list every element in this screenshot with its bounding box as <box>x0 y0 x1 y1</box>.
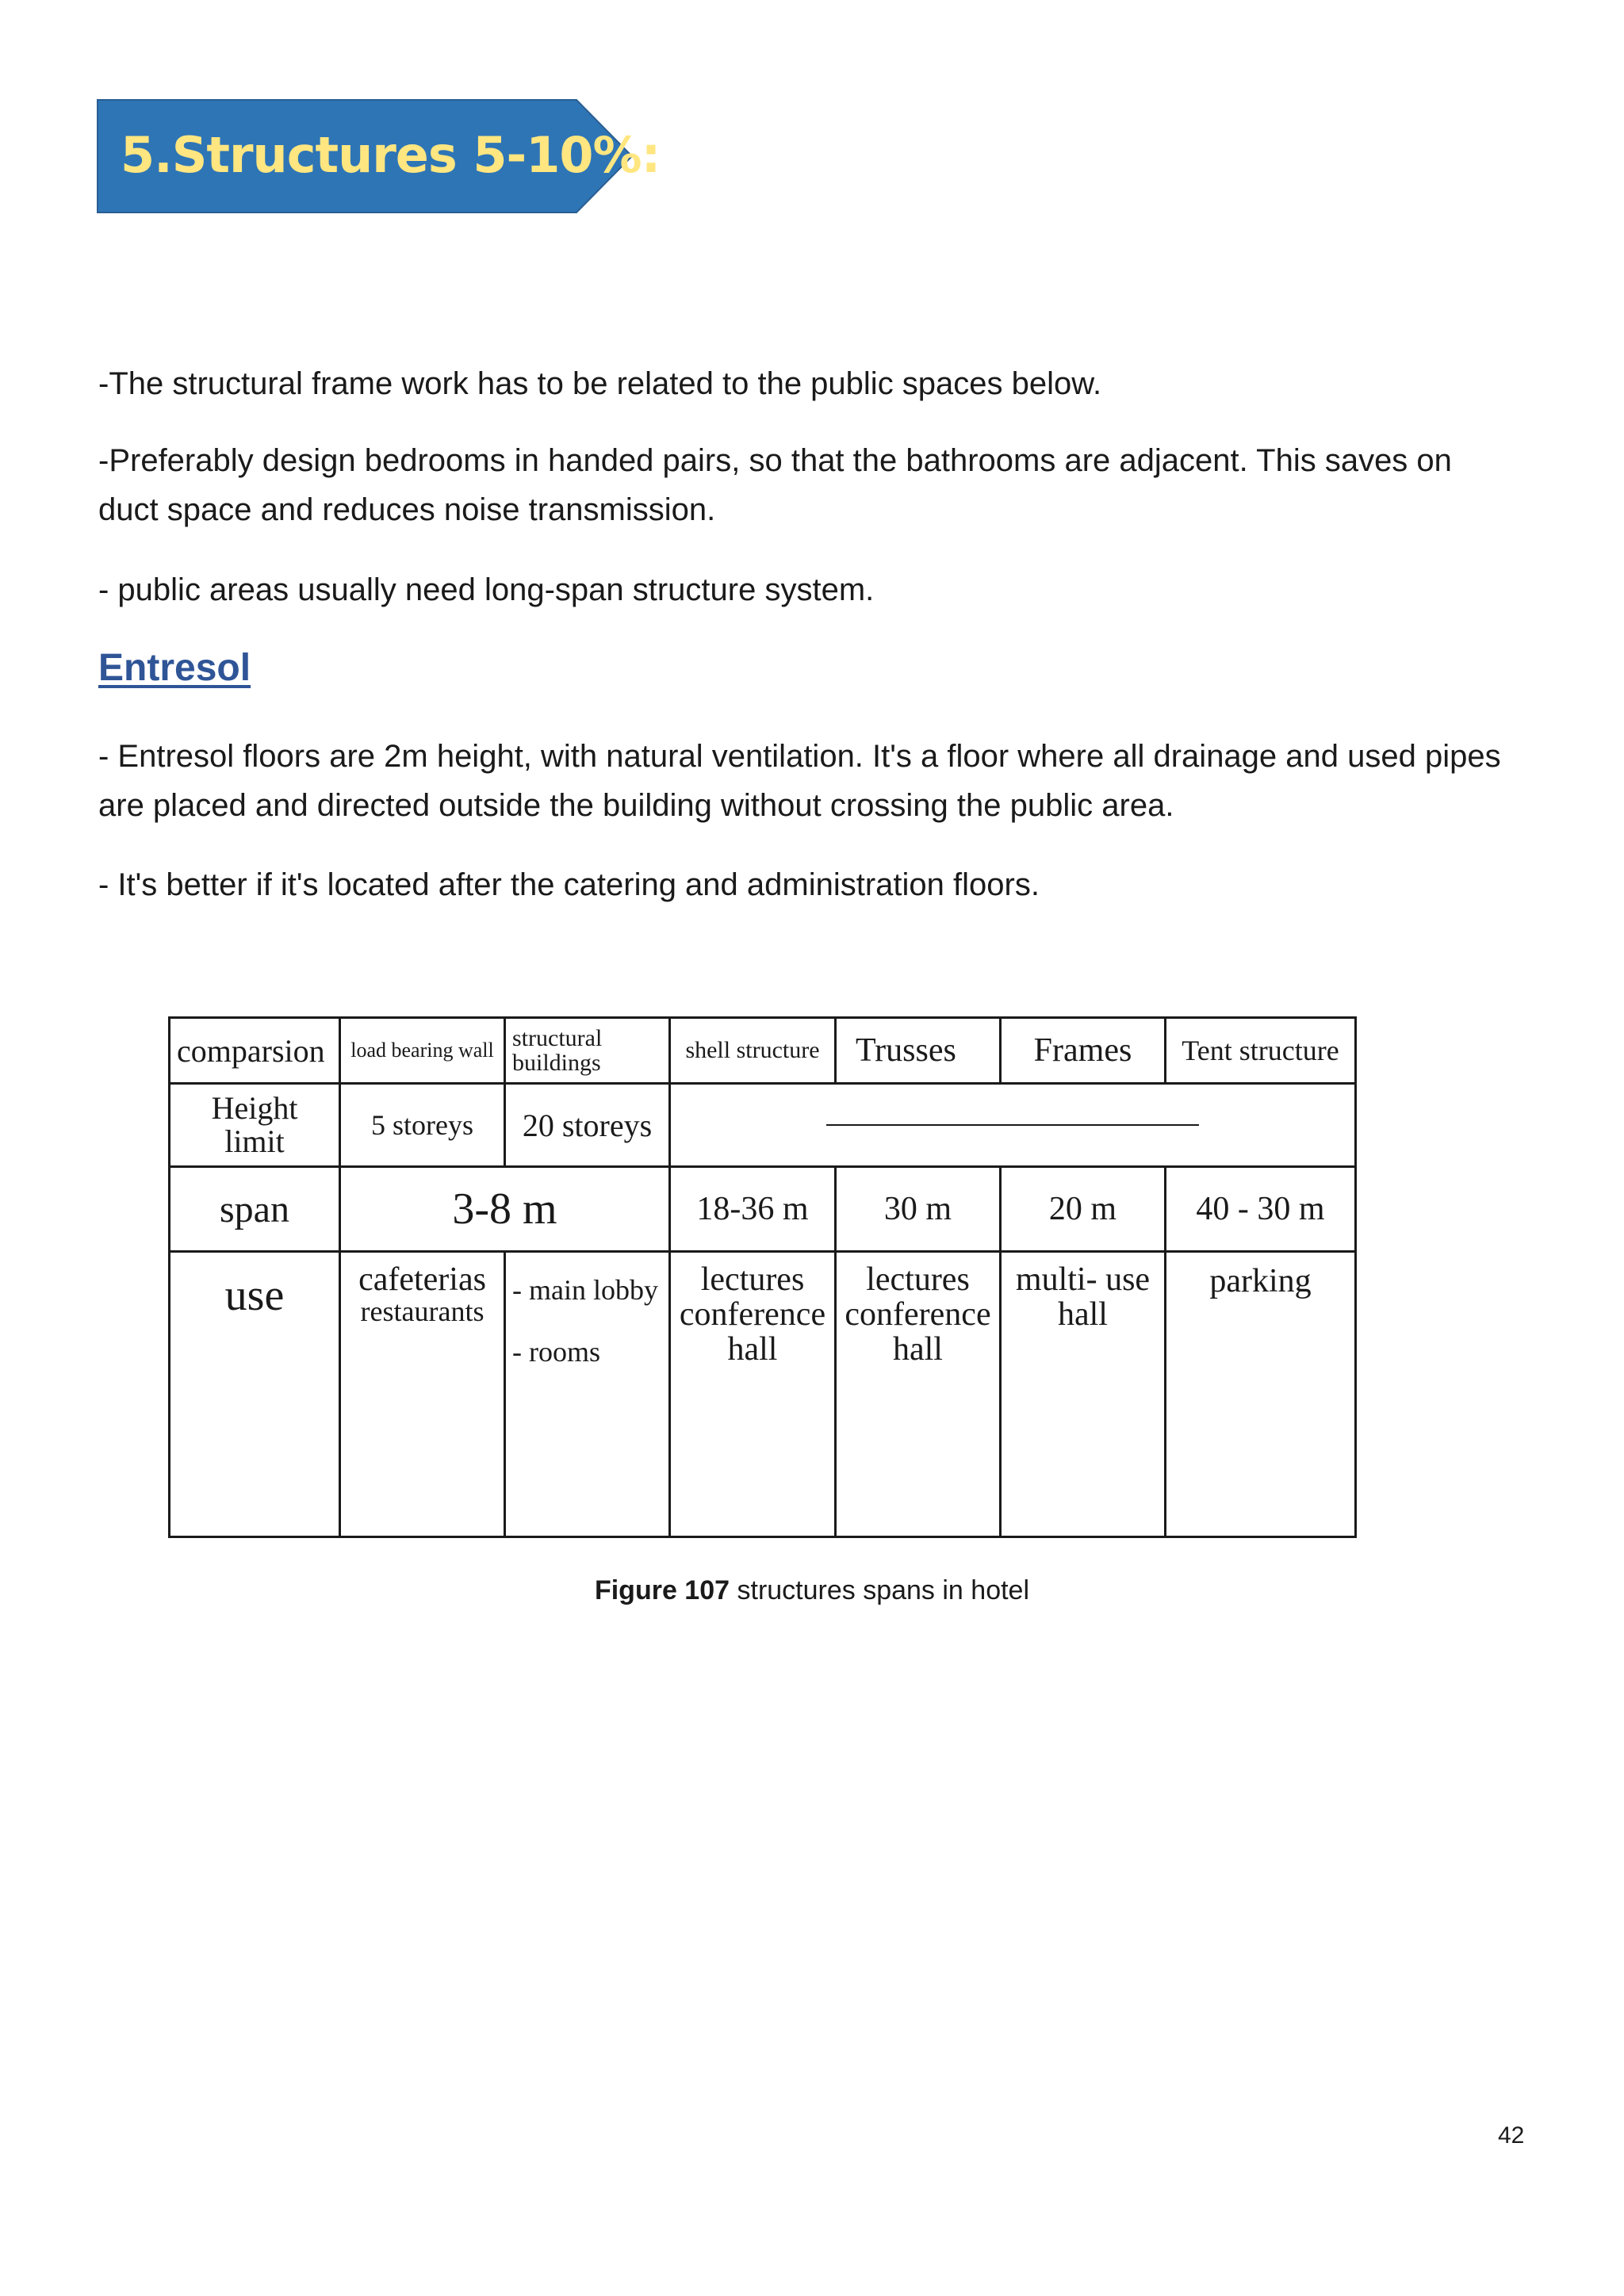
header-tent-structure: Tent structure <box>1166 1018 1356 1084</box>
span-tent: 40 - 30 m <box>1166 1167 1356 1252</box>
figure-label: Figure 107 <box>594 1575 730 1605</box>
use-shell-line1: lectures <box>700 1261 805 1298</box>
paragraph-entresol-location: - It's better if it's located after the catering and administration floors. <box>98 867 1040 902</box>
use-main-lobby: - main lobby <box>512 1274 658 1306</box>
header-comparsion: comparsion <box>170 1018 340 1084</box>
paragraph-bedrooms: -Preferably design bedrooms in handed pairs, so that the bathrooms are adjacent. This saves on duct space and reduces noise transmission. <box>98 443 1452 527</box>
span-load-structural: 3-8 m <box>340 1167 670 1252</box>
height-load-bearing: 5 storeys <box>340 1084 505 1167</box>
header-structural-line1: structural <box>512 1024 603 1051</box>
header-trusses: Trusses <box>836 1018 1001 1084</box>
header-load-bearing-wall: load bearing wall <box>340 1018 505 1084</box>
figure-caption-text: structures spans in hotel <box>730 1575 1030 1605</box>
height-not-applicable <box>670 1084 1356 1167</box>
use-load-bearing <box>340 1252 505 1537</box>
entresol-heading: Entresol <box>98 647 251 689</box>
use-trusses-line1: lectures <box>866 1261 970 1298</box>
paragraph-entresol-height: - Entresol floors are 2m height, with natural ventilation. It's a floor where all drainage and used pipes are placed and directed outside the building without crossing the public area. <box>98 739 1501 823</box>
use-frames-line1: multi- use <box>1015 1261 1151 1298</box>
use-structural <box>505 1252 670 1537</box>
span-label: span <box>170 1167 340 1252</box>
use-shell-line2: conference <box>679 1296 826 1334</box>
use-trusses <box>836 1252 1001 1537</box>
use-cafeterias: cafeterias <box>358 1261 486 1298</box>
table-row-height-limit <box>170 1084 1356 1167</box>
height-limit-label-line1: Height <box>211 1090 298 1126</box>
structures-spans-table <box>168 1016 1357 1538</box>
header-frames: Frames <box>1001 1018 1166 1084</box>
header-shell-structure: shell structure <box>670 1018 836 1084</box>
table-row-use <box>170 1252 1356 1537</box>
section-title: 5.Structures 5-10%: <box>121 126 661 184</box>
height-limit-label <box>170 1084 340 1167</box>
table-row-span <box>170 1167 1356 1252</box>
table-header-row <box>170 1018 1356 1084</box>
header-structural-line2: buildings <box>512 1050 601 1076</box>
span-shell: 18-36 m <box>670 1167 836 1252</box>
use-label: use <box>170 1252 340 1537</box>
span-frames: 20 m <box>1001 1167 1166 1252</box>
use-rooms: - rooms <box>512 1336 600 1368</box>
header-structural-buildings <box>505 1018 670 1084</box>
paragraph-public-areas: - public areas usually need long-span structure system. <box>98 572 875 607</box>
paragraph-structural-frame: -The structural frame work has to be related to the public spaces below. <box>98 366 1102 401</box>
section-heading-banner <box>97 99 661 213</box>
use-frames-line2: hall <box>1058 1296 1108 1334</box>
height-limit-label-line2: limit <box>224 1123 285 1159</box>
use-trusses-line3: hall <box>893 1331 943 1368</box>
not-applicable-line <box>826 1124 1199 1126</box>
height-structural: 20 storeys <box>505 1084 670 1167</box>
span-trusses: 30 m <box>836 1167 1001 1252</box>
use-frames <box>1001 1252 1166 1537</box>
figure-caption <box>0 1575 1624 1606</box>
use-restaurants: restaurants <box>360 1295 485 1328</box>
use-tent: parking <box>1166 1252 1356 1537</box>
use-shell <box>670 1252 836 1537</box>
use-trusses-line2: conference <box>845 1296 991 1334</box>
page-number: 42 <box>1498 2122 1525 2149</box>
use-shell-line3: hall <box>727 1331 778 1368</box>
